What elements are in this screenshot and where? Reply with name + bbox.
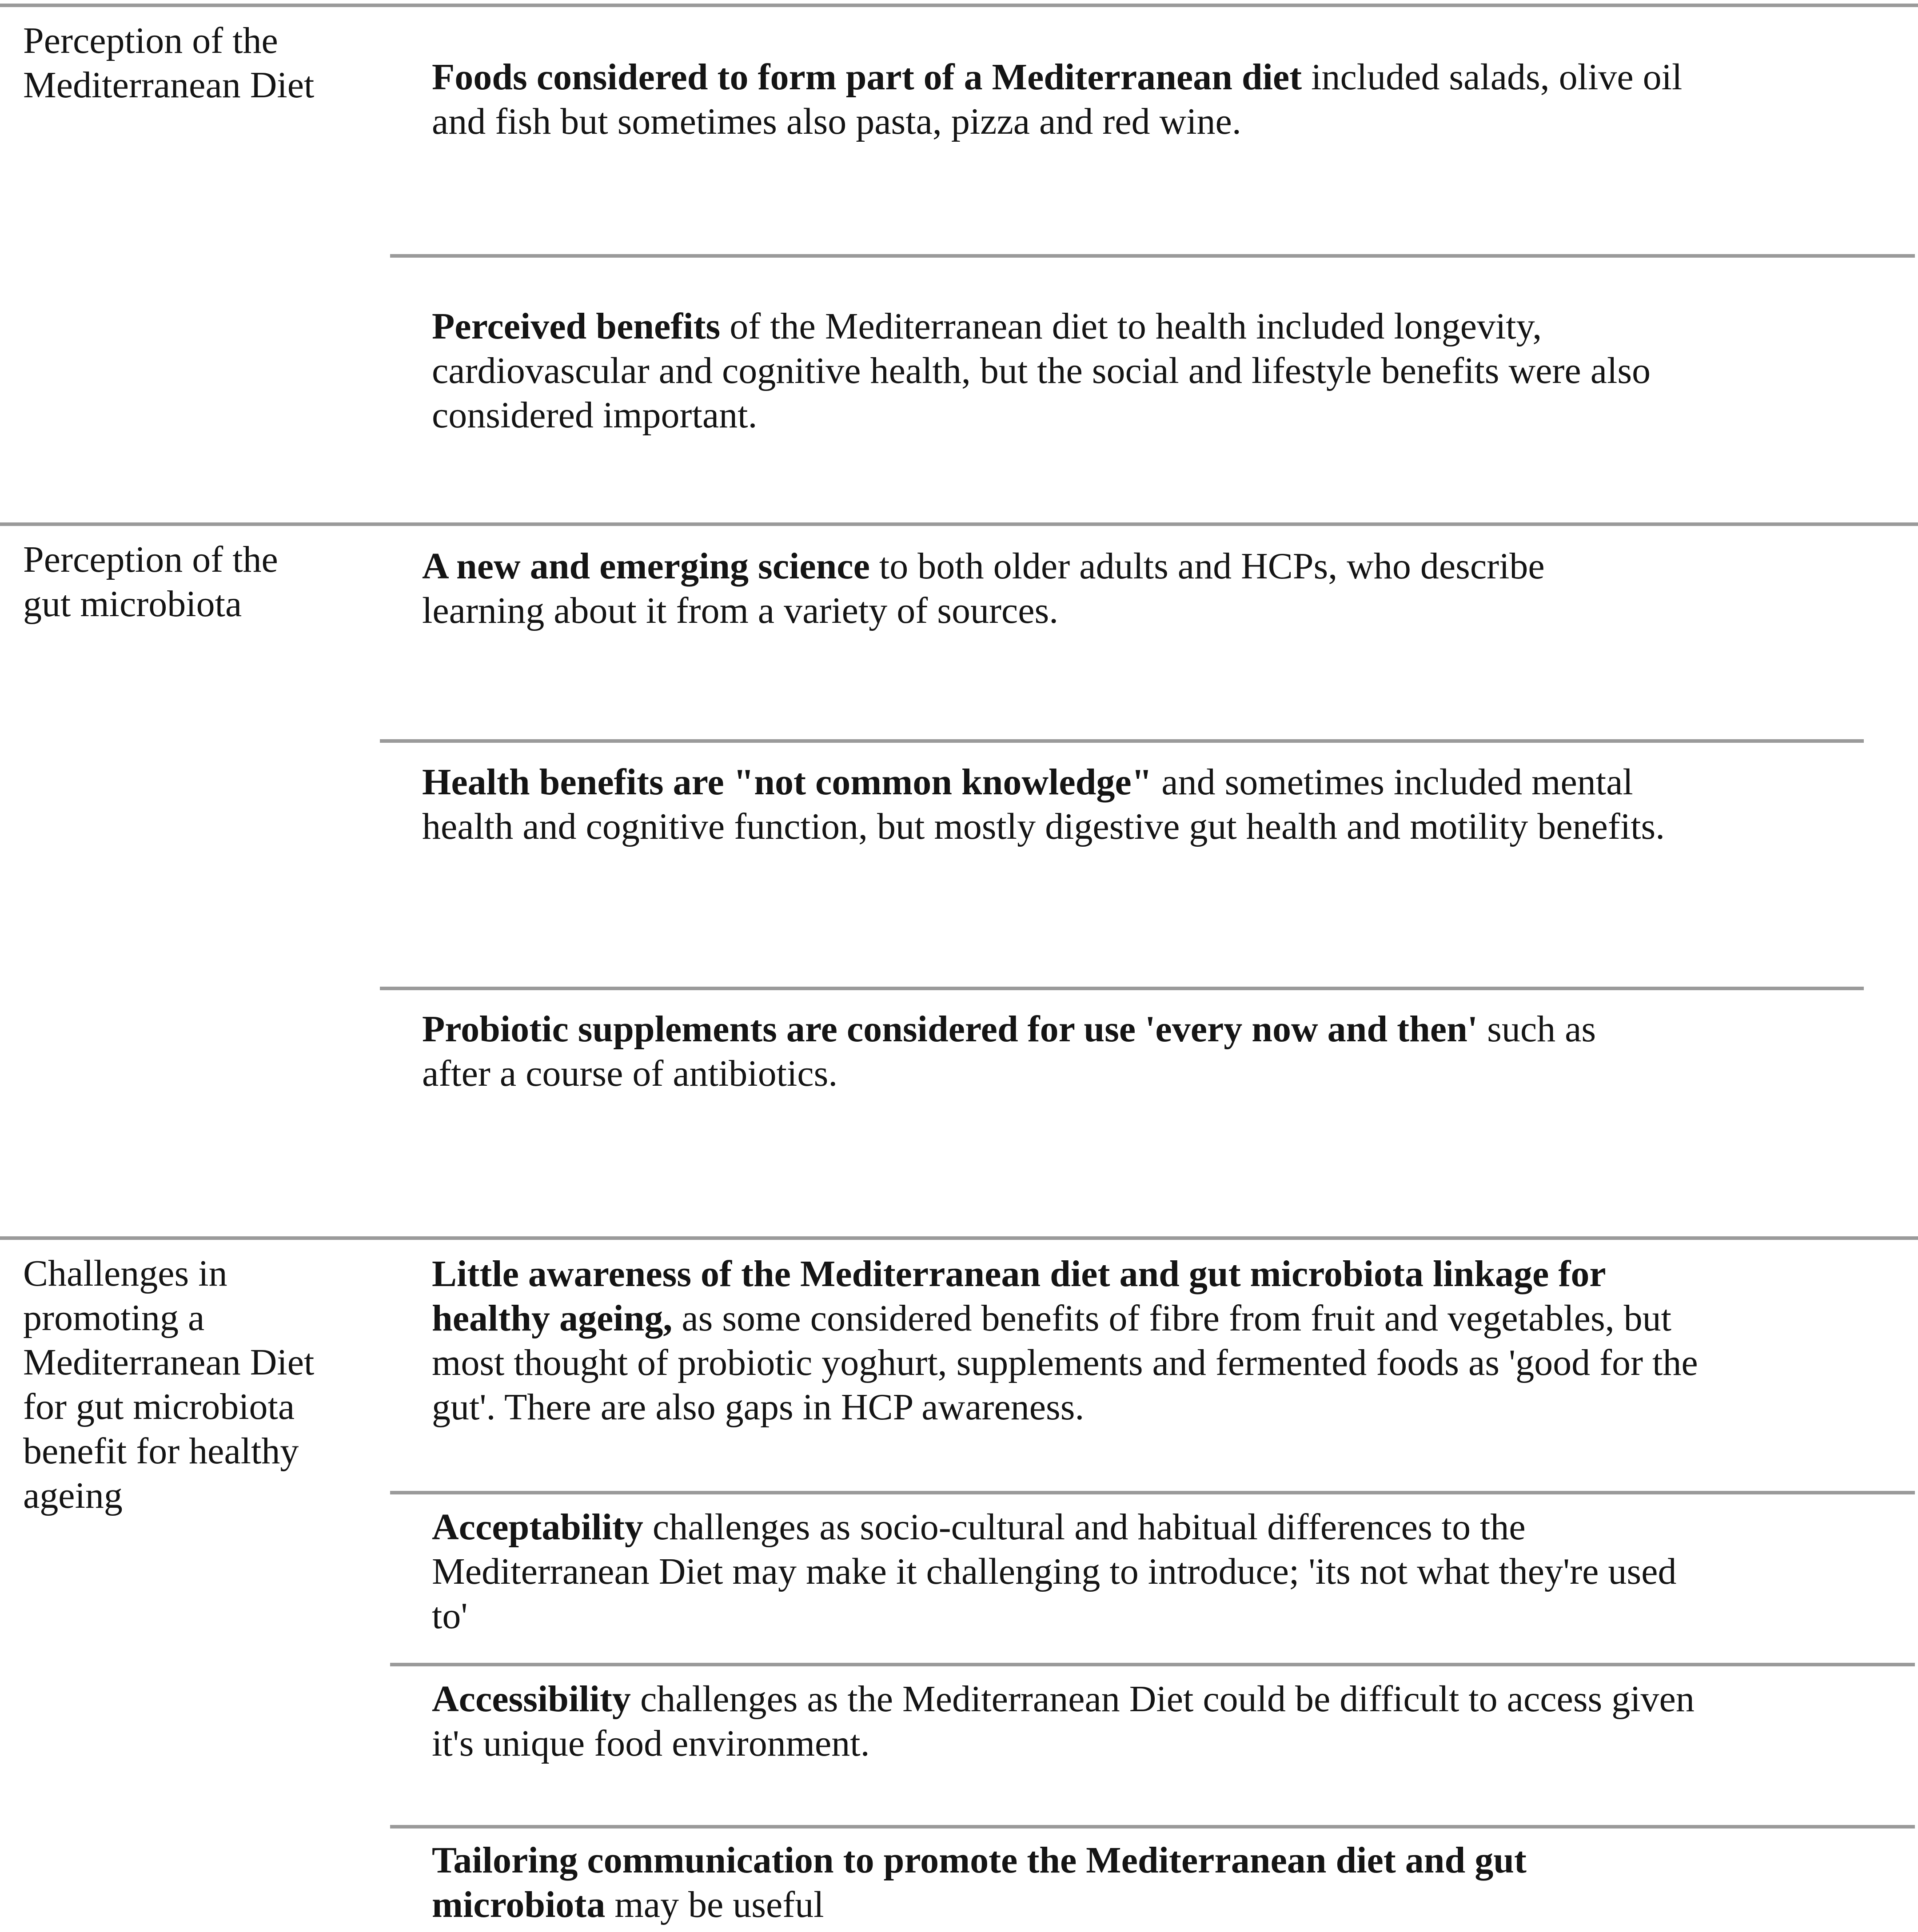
finding-key-phrase: Perceived benefits: [432, 306, 721, 347]
finding-divider: [380, 987, 1864, 990]
finding-line: [422, 1052, 1596, 1096]
theme-label: [23, 19, 314, 108]
finding-key-phrase: A new and emerging science: [422, 546, 870, 587]
theme-label-line: Mediterranean Diet: [23, 64, 315, 106]
finding-text: and fish but sometimes also pasta, pizza and red wine.: [432, 101, 1241, 142]
finding-line: [432, 100, 1682, 144]
finding-text: cardiovascular and cognitive health, but the social and lifestyle benefits were also: [432, 350, 1651, 391]
finding-line: [432, 1505, 1676, 1550]
finding-text: and sometimes included mental: [1152, 761, 1633, 803]
finding-text: to both older adults and HCPs, who describe: [869, 546, 1545, 587]
finding-text: as some considered benefits of fibre from fruit and vegetables, but: [672, 1298, 1671, 1339]
theme-label-line: Mediterranean Diet: [23, 1342, 315, 1383]
finding-line: [432, 1385, 1698, 1430]
finding-divider: [380, 739, 1864, 743]
finding-cell: [432, 1252, 1698, 1430]
finding-key-phrase: Tailoring communication to promote the Mediterranean diet and gut: [432, 1840, 1527, 1881]
finding-cell: [432, 55, 1682, 144]
finding-line: [432, 55, 1682, 100]
finding-text: of the Mediterranean diet to health included longevity,: [720, 306, 1542, 347]
finding-text: to': [432, 1595, 468, 1637]
finding-cell: [432, 304, 1651, 438]
finding-line: [432, 304, 1651, 349]
finding-key-phrase: Little awareness of the Mediterranean diet and gut microbiota linkage for: [432, 1253, 1606, 1295]
theme-label: [23, 538, 278, 626]
finding-text: included salads, olive oil: [1302, 56, 1683, 98]
finding-text: challenges as the Mediterranean Diet could be difficult to access given: [630, 1678, 1695, 1720]
finding-line: [422, 589, 1545, 633]
finding-text: considered important.: [432, 394, 758, 436]
finding-text: most thought of probiotic yoghurt, supplements and fermented foods as 'good for the: [432, 1342, 1698, 1383]
theme-label-line: promoting a: [23, 1297, 205, 1338]
finding-divider: [390, 1491, 1915, 1494]
finding-key-phrase: Acceptability: [432, 1506, 643, 1548]
finding-line: [422, 760, 1665, 805]
finding-text: such as: [1478, 1008, 1596, 1050]
finding-line: [432, 1883, 1527, 1927]
finding-line: [432, 1296, 1698, 1341]
theme-label-line: ageing: [23, 1475, 123, 1516]
finding-text: gut'. There are also gaps in HCP awareness.: [432, 1386, 1085, 1428]
theme-label-line: gut microbiota: [23, 583, 242, 625]
finding-line: [432, 1721, 1695, 1766]
finding-line: [432, 1677, 1695, 1721]
table-top-rule: [0, 4, 1918, 7]
theme-label-line: Challenges in: [23, 1253, 227, 1294]
finding-text: learning about it from a variety of sources.: [422, 590, 1059, 631]
finding-cell: [422, 1007, 1596, 1096]
finding-line: [422, 805, 1665, 849]
finding-line: [432, 1594, 1676, 1638]
finding-line: [432, 1341, 1698, 1385]
finding-cell: [432, 1677, 1695, 1766]
theme-label-line: for gut microbiota: [23, 1386, 295, 1427]
finding-cell: [422, 760, 1665, 849]
finding-key-phrase: healthy ageing,: [432, 1298, 673, 1339]
finding-text: Mediterranean Diet may make it challenging to introduce; 'its not what they're used: [432, 1551, 1677, 1592]
finding-text: challenges as socio-cultural and habitual differences to the: [643, 1506, 1526, 1548]
theme-divider: [0, 522, 1918, 526]
theme-label-line: Perception of the: [23, 20, 278, 61]
theme-label-line: benefit for healthy: [23, 1430, 299, 1472]
finding-cell: [422, 544, 1545, 633]
finding-divider: [390, 254, 1915, 258]
finding-line: [432, 349, 1651, 393]
finding-key-phrase: microbiota: [432, 1884, 606, 1925]
theme-label: [23, 1251, 314, 1518]
finding-key-phrase: Foods considered to form part of a Mediterranean diet: [432, 56, 1302, 98]
finding-line: [422, 544, 1545, 589]
finding-line: [432, 1252, 1698, 1296]
finding-text: may be useful: [605, 1884, 824, 1925]
finding-text: it's unique food environment.: [432, 1723, 870, 1764]
theme-label-line: Perception of the: [23, 539, 278, 580]
finding-cell: [432, 1505, 1676, 1638]
finding-key-phrase: Health benefits are "not common knowledge": [422, 761, 1152, 803]
finding-divider: [390, 1825, 1915, 1828]
finding-line: [432, 1550, 1676, 1594]
finding-line: [432, 1838, 1527, 1883]
finding-line: [432, 393, 1651, 438]
finding-divider: [390, 1663, 1915, 1666]
finding-line: [422, 1007, 1596, 1052]
finding-text: after a course of antibiotics.: [422, 1053, 838, 1094]
finding-key-phrase: Accessibility: [432, 1678, 631, 1720]
finding-text: health and cognitive function, but mostly digestive gut health and motility benefits.: [422, 806, 1665, 847]
theme-divider: [0, 1236, 1918, 1240]
finding-key-phrase: Probiotic supplements are considered for use 'every now and then': [422, 1008, 1478, 1050]
finding-cell: [432, 1838, 1527, 1927]
